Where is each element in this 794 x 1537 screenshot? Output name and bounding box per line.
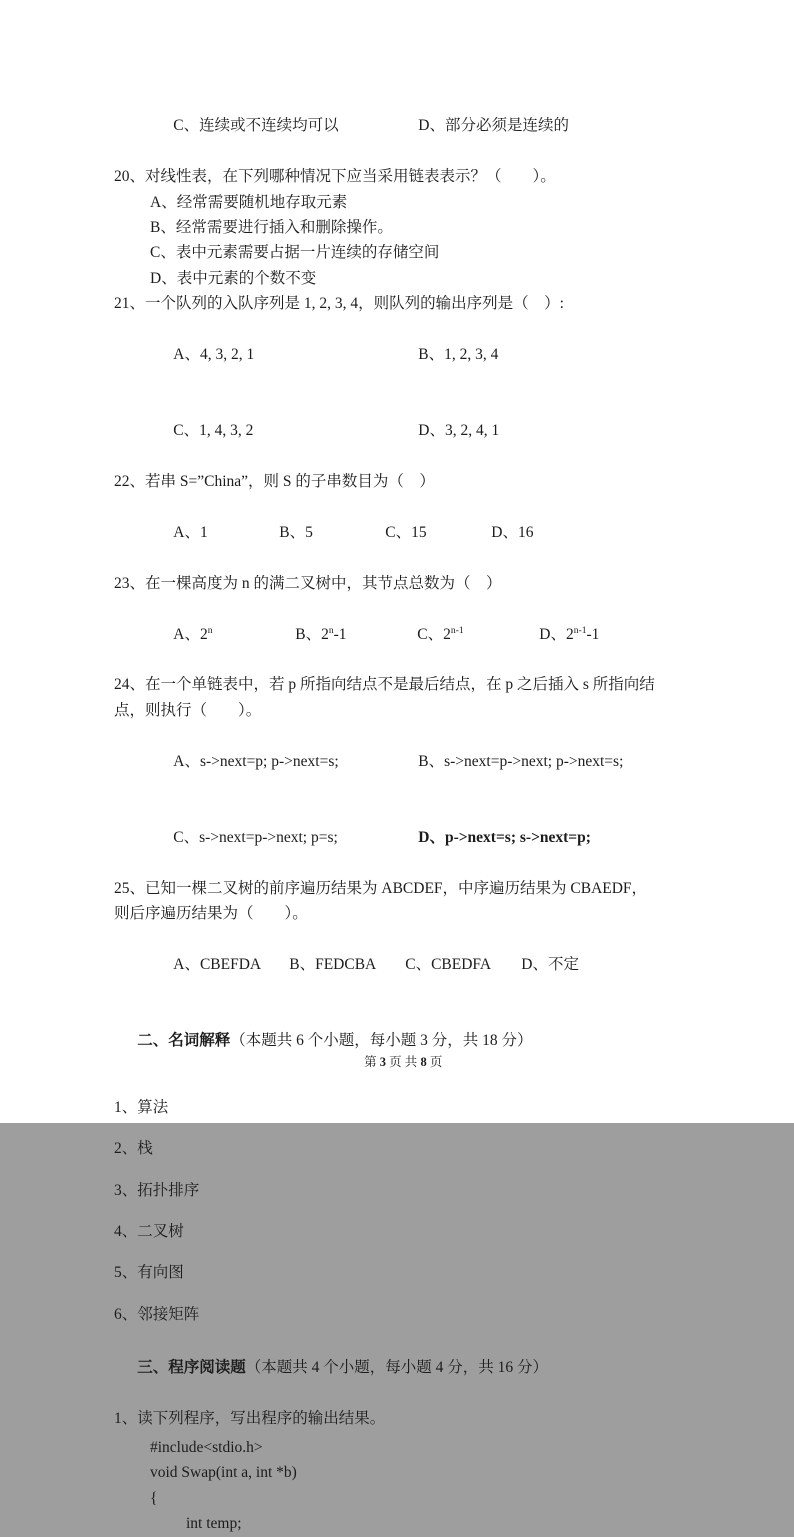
code-line: void Swap(int a, int *b) bbox=[150, 1464, 297, 1482]
q25-option-c: C、CBEDFA bbox=[405, 955, 492, 973]
q22-option-row bbox=[114, 495, 692, 571]
superscript: n bbox=[328, 624, 334, 636]
footer-prefix: 第 bbox=[364, 1055, 380, 1069]
q25-option-b: B、FEDCBA bbox=[289, 955, 377, 973]
section3-q1: 1、读下列程序，写出程序的输出结果。 bbox=[114, 1409, 386, 1427]
q24-option-d: D、p->next=s; s->next=p; bbox=[418, 828, 591, 846]
footer-suffix: 页 bbox=[426, 1055, 443, 1069]
q23-stem: 23、在一棵高度为 n 的满二叉树中，其节点总数为（ ） bbox=[114, 574, 502, 592]
q24-option-c: C、s->next=p->next; p=s; bbox=[173, 828, 338, 846]
footer-page-number: 3 bbox=[379, 1055, 387, 1069]
q23-option-d: D、2$^{n-1}$-1 bbox=[539, 624, 600, 643]
section3-title: 三、程序阅读题 bbox=[137, 1358, 246, 1376]
footer-total-pages: 8 bbox=[420, 1055, 427, 1069]
q23-option-c: C、2$^{n-1}$ bbox=[417, 624, 464, 643]
q21-option-d: D、3, 2, 4, 1 bbox=[418, 422, 500, 440]
q24-stem-line2: 点，则执行（ ）。 bbox=[114, 701, 262, 719]
q19-option-d: D、部分必须是连续的 bbox=[418, 117, 569, 135]
term-item-5: 5、有向图 bbox=[114, 1264, 184, 1282]
q22-option-a: A、1 bbox=[173, 523, 208, 541]
q20-option-a: A、经常需要随机地存取元素 bbox=[150, 193, 348, 211]
q24-option-b: B、s->next=p->next; p->next=s; bbox=[418, 752, 624, 770]
q21-option-a: A、4, 3, 2, 1 bbox=[173, 346, 255, 364]
q19-option-c: C、连续或不连续均可以 bbox=[173, 117, 339, 135]
section3-note: （本题共 4 个小题，每小题 4 分，共 16 分） bbox=[245, 1358, 549, 1376]
term-item-3: 3、拓扑排序 bbox=[114, 1181, 200, 1199]
code-line: int temp; bbox=[186, 1515, 242, 1533]
code-line: #include<stdio.h> bbox=[150, 1438, 263, 1456]
superscript: n bbox=[207, 624, 213, 636]
q20-option-c: C、表中元素需要占据一片连续的存储空间 bbox=[150, 244, 440, 262]
q21-option-row-2 bbox=[114, 393, 692, 469]
q21-stem: 21、一个队列的入队序列是 1, 2, 3, 4，则队列的输出序列是（ ）: bbox=[114, 295, 564, 313]
q23-option-row bbox=[114, 596, 692, 672]
code-line: { bbox=[150, 1489, 158, 1507]
exam-body bbox=[114, 88, 692, 1537]
q25-option-a: A、CBEFDA bbox=[173, 955, 262, 973]
term-item-2: 2、栈 bbox=[114, 1140, 153, 1158]
section3-header bbox=[114, 1329, 692, 1405]
q21-option-c: C、1, 4, 3, 2 bbox=[173, 422, 254, 440]
q24-stem-line1: 24、在一个单链表中，若 p 所指向结点不是最后结点，在 p 之后插入 s 所指向结 bbox=[114, 676, 655, 694]
q22-option-d: D、16 bbox=[491, 523, 534, 541]
q23-option-a: A、2$^n$ bbox=[173, 624, 213, 643]
q23-option-b: B、2$^n$-1 bbox=[295, 624, 347, 643]
q22-option-c: C、15 bbox=[385, 523, 427, 541]
superscript: n-1 bbox=[450, 624, 464, 636]
section2-note: （本题共 6 个小题，每小题 3 分，共 18 分） bbox=[230, 1032, 533, 1050]
q20-option-b: B、经常需要进行插入和删除操作。 bbox=[150, 219, 393, 237]
q25-stem-line2: 则后序遍历结果为（ ）。 bbox=[114, 905, 308, 922]
q20-stem: 20、对线性表，在下列哪种情况下应当采用链表表示？（ ）。 bbox=[114, 168, 556, 186]
q25-stem-line1: 25、已知一棵二叉树的前序遍历结果为 ABCDEF，中序遍历结果为 CBAEDF， bbox=[114, 879, 648, 897]
q24-option-a: A、s->next=p; p->next=s; bbox=[173, 752, 339, 770]
page-footer bbox=[0, 1038, 794, 1086]
section2-title: 二、名词解释 bbox=[137, 1032, 231, 1050]
q19-option-row bbox=[114, 88, 692, 164]
q24-option-row-2 bbox=[114, 799, 692, 875]
q21-option-b: B、1, 2, 3, 4 bbox=[418, 346, 499, 364]
superscript: n-1 bbox=[573, 624, 587, 636]
q22-option-b: B、5 bbox=[279, 523, 313, 541]
footer-middle: 页 共 bbox=[386, 1055, 421, 1069]
q21-option-row-1 bbox=[114, 317, 692, 393]
term-item-4: 4、二叉树 bbox=[114, 1223, 184, 1241]
q24-option-row-1 bbox=[114, 723, 692, 799]
q25-option-row bbox=[114, 926, 692, 1002]
term-item-1: 1、算法 bbox=[114, 1098, 169, 1116]
term-item-6: 6、邻接矩阵 bbox=[114, 1305, 200, 1323]
q20-option-d: D、表中元素的个数不变 bbox=[150, 269, 317, 287]
q25-option-d: D、不定 bbox=[521, 955, 579, 973]
q22-stem: 22、若串 S=”China”，则 S 的子串数目为（ ） bbox=[114, 473, 435, 491]
